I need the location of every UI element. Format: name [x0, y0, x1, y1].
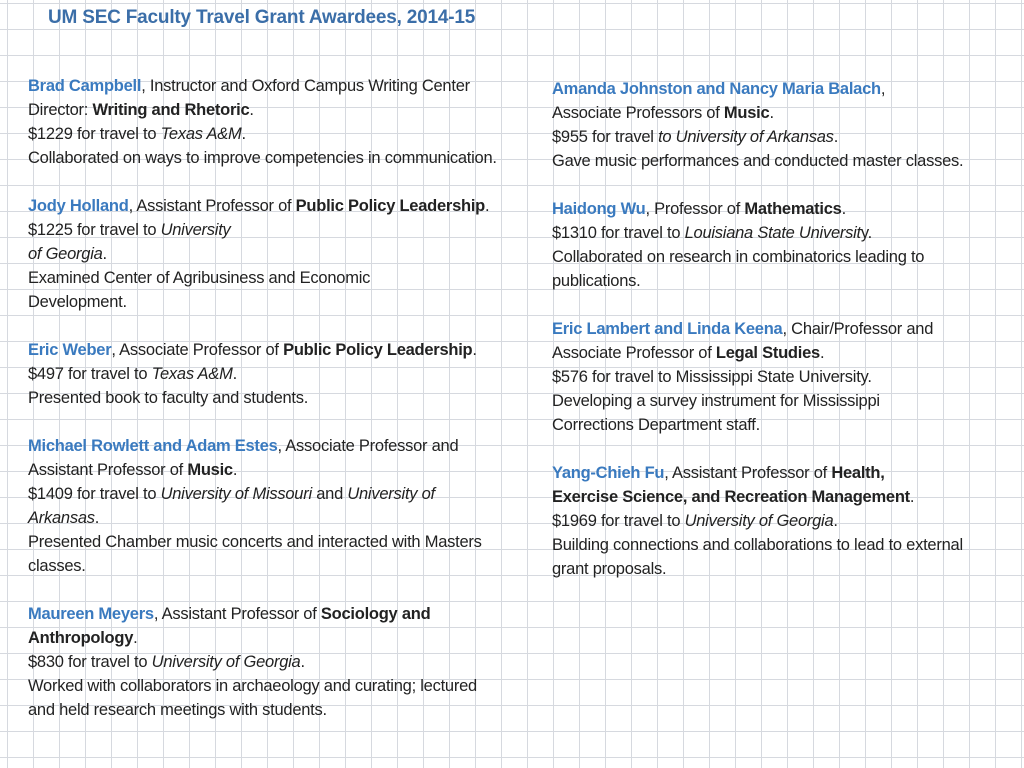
destination: University of Arkansas — [28, 485, 435, 527]
awardee-department: Health, Exercise Science, and Recreation Management — [552, 464, 910, 506]
right-column — [552, 77, 1024, 605]
awardee-department: Music — [187, 461, 233, 479]
awardee-department: Sociology and Anthropology — [28, 605, 431, 647]
awardee-role: , Professor of — [645, 200, 745, 218]
travel-amount — [28, 122, 508, 146]
awardee-entry-brad-campbell — [28, 74, 508, 170]
grant-description: Examined Center of Agribusiness and Economic Development. — [28, 269, 371, 311]
awardee-entry-yang-chieh-fu — [552, 461, 1024, 581]
awardee-entry-eric-weber — [28, 338, 508, 410]
awardee-name: Brad Campbell — [28, 77, 142, 95]
destination: Texas A&M — [151, 365, 233, 383]
awardee-role: , Associate Professor and Assistant Professor of — [28, 437, 459, 479]
awardee-name: Maureen Meyers — [28, 605, 154, 623]
page-title: UM SEC Faculty Travel Grant Awardees, 2014-15 — [48, 7, 476, 28]
awardee-name: Yang-Chieh Fu — [552, 464, 665, 482]
awardee-role: , Instructor and Oxford Campus Writing Center Director: — [28, 77, 470, 119]
awardee-heading — [552, 461, 952, 509]
awardee-heading — [552, 77, 1024, 101]
destination: University of Georgia — [151, 653, 301, 671]
travel-amount — [28, 362, 508, 386]
grant-description: Presented book to faculty and students. — [28, 389, 309, 407]
destination: University of Georgia — [684, 512, 834, 530]
awardee-department: Writing and Rhetoric — [92, 101, 250, 119]
awardee-department: Mathematics — [744, 200, 842, 218]
amount-text: $830 for travel to — [28, 653, 152, 671]
travel-amount — [28, 218, 508, 242]
awardee-heading — [28, 434, 508, 482]
awardee-name: Amanda Johnston and Nancy Maria Balach — [552, 80, 881, 98]
punctuation: . — [232, 461, 238, 479]
awardee-name: Eric Lambert and Linda Keena — [552, 320, 783, 338]
punctuation: y. — [860, 224, 872, 242]
awardee-department: Public Policy Leadership — [295, 197, 485, 215]
awardee-heading — [552, 197, 1024, 221]
amount-text: $1409 for travel to — [28, 485, 161, 503]
awardee-entry-michael-rowlett-adam-estes — [28, 434, 508, 578]
punctuation: . — [241, 125, 246, 143]
amount-text: $1229 for travel to — [28, 125, 161, 143]
grant-description: Presented Chamber music concerts and interacted with Masters classes. — [28, 533, 482, 575]
travel-amount: $576 for travel to Mississippi State University. — [552, 368, 872, 386]
grant-description: Building connections and collaborations to lead to external grant proposals. — [552, 536, 963, 578]
punctuation: . — [833, 128, 839, 146]
destination: University — [160, 221, 231, 239]
awardee-name: Haidong Wu — [552, 200, 646, 218]
punctuation: . — [833, 512, 838, 530]
awardee-role: , Assistant Professor of — [664, 464, 832, 482]
awardee-department: Public Policy Leadership — [283, 341, 473, 359]
travel-destination-continued — [28, 242, 508, 266]
grant-description: Gave music performances and conducted master classes. — [552, 152, 964, 170]
punctuation: . — [232, 365, 237, 383]
amount-text: $497 for travel to — [28, 365, 152, 383]
travel-amount — [552, 221, 1024, 245]
awardee-entry-maureen-meyers — [28, 602, 508, 722]
awardee-entry-haidong-wu — [552, 197, 1024, 293]
awardee-role: Associate Professors of — [552, 104, 724, 122]
awardee-department: Music — [723, 104, 770, 122]
awardee-role: , Associate Professor of — [111, 341, 284, 359]
awardee-department: Legal Studies — [715, 344, 820, 362]
grant-description: Collaborated on research in combinatorics leading to publications. — [552, 248, 925, 290]
destination: to University of Arkansas — [658, 128, 834, 146]
awardee-entry-jody-holland — [28, 194, 508, 314]
awardee-heading — [552, 317, 982, 365]
punctuation: . — [94, 509, 100, 527]
punctuation: . — [909, 488, 915, 506]
amount-text: $1310 for travel to — [552, 224, 685, 242]
awardee-role-line — [552, 101, 1024, 125]
destination: Texas A&M — [160, 125, 242, 143]
awardee-name: Michael Rowlett and Adam Estes — [28, 437, 278, 455]
awardee-name: Eric Weber — [28, 341, 112, 359]
destination: Louisiana State Universit — [684, 224, 861, 242]
travel-amount — [552, 125, 1024, 149]
amount-text: $1225 for travel to — [28, 221, 161, 239]
grant-description: Collaborated on ways to improve competencies in communication. — [28, 149, 497, 167]
punctuation: . — [133, 629, 138, 647]
awardee-entry-amanda-johnston-nancy-balach — [552, 77, 1024, 173]
awardee-heading — [28, 338, 508, 362]
awardee-role: , Assistant Professor of — [153, 605, 321, 623]
awardee-heading — [28, 74, 508, 122]
awardee-entry-eric-lambert-linda-keena — [552, 317, 1024, 437]
punctuation: . — [484, 197, 490, 215]
punctuation: . — [472, 341, 477, 359]
punctuation: . — [841, 200, 846, 218]
awardee-name: Jody Holland — [28, 197, 129, 215]
grant-description: Worked with collaborators in archaeology and curating; lectured and held research meetings with students. — [28, 677, 477, 719]
punctuation: . — [300, 653, 305, 671]
travel-amount — [28, 650, 508, 674]
awardee-heading — [28, 194, 508, 218]
destination: University of Missouri — [160, 485, 312, 503]
punctuation: . — [102, 245, 107, 263]
travel-amount — [28, 482, 508, 530]
left-column — [28, 74, 508, 746]
connector: and — [311, 485, 348, 503]
awardee-heading — [28, 602, 478, 650]
punctuation: . — [249, 101, 254, 119]
destination: of Georgia — [28, 245, 103, 263]
punctuation: . — [769, 104, 774, 122]
punctuation: , — [880, 80, 886, 98]
grant-description: Developing a survey instrument for Mississippi Corrections Department staff. — [552, 392, 880, 434]
amount-text: $1969 for travel to — [552, 512, 685, 530]
punctuation: . — [819, 344, 825, 362]
travel-amount — [552, 509, 1024, 533]
amount-text: $955 for travel — [552, 128, 659, 146]
awardee-role: , Assistant Professor of — [128, 197, 296, 215]
awardee-role: , Chair/Professor and Associate Professor of — [552, 320, 934, 362]
